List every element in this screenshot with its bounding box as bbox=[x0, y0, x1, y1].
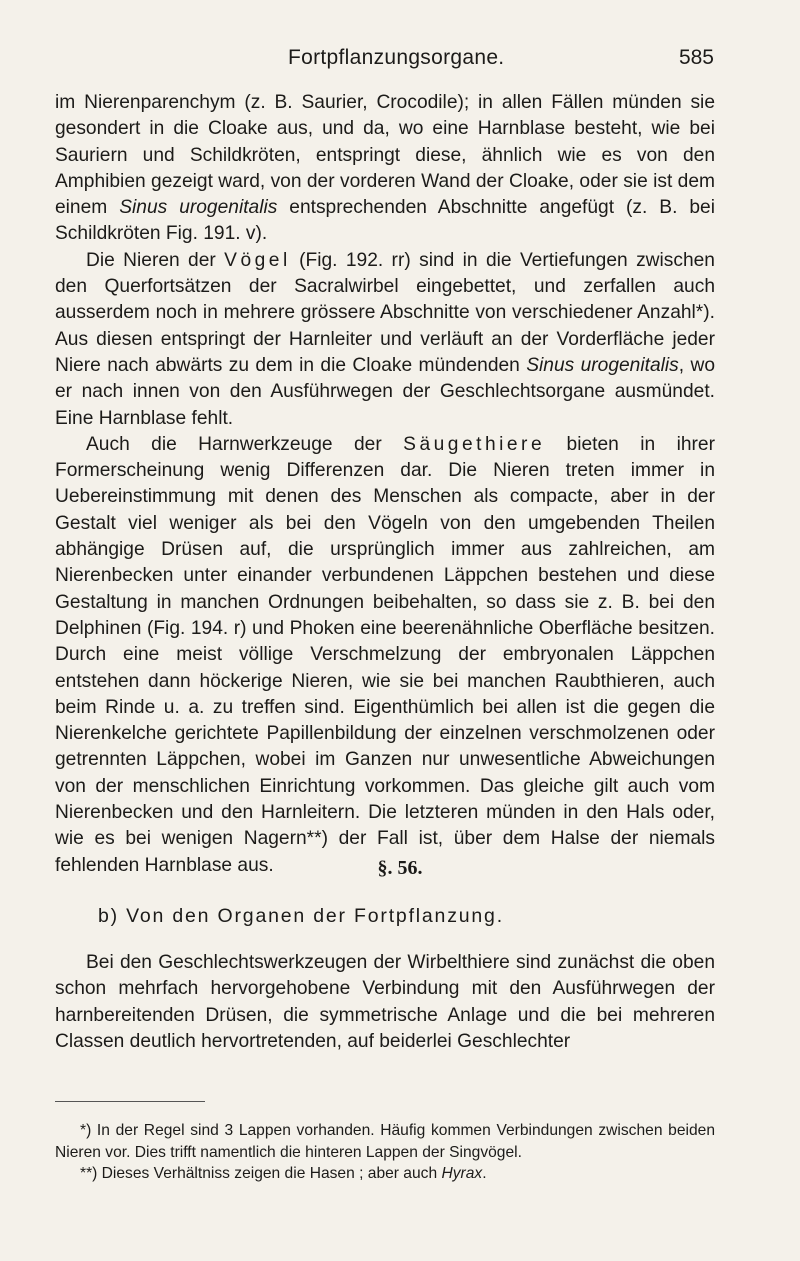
paragraph-2: Die Nieren der Vögel (Fig. 192. rr) sind in die Vertiefungen zwischen den Querfortsätzen der Sacralwirbel eingebettet, und zerfallen auch ausserdem noch in mehrere grössere Abschnitte von verschiedener Anzahl*). Aus diesen entspringt der Harnleiter und verläuft an der Vorderfläche jeder Niere nach abwärts zu dem in die Cloake mündenden Sinus urogenitalis, wo er nach innen von den Ausführwegen der Geschlechtsorgane ausmündet. Eine Harnblase fehlt. bbox=[55, 249, 715, 429]
paragraph-4: Bei den Geschlechtswerkzeugen der Wirbelthiere sind zunächst die oben schon mehrfach hervorgehobene Verbindung mit den Ausführwegen der harnbereitenden Drüsen, die symmetrische Anlage und die bei mehreren Classen deutlich hervortretenden, auf beiderlei Geschlechter bbox=[55, 952, 715, 1052]
page-number: 585 bbox=[678, 46, 714, 69]
footnote-divider bbox=[55, 1101, 205, 1102]
paragraph-1: im Nierenparenchym (z. B. Saurier, Crocodile); in allen Fällen münden sie gesondert in die Cloake aus, und da, wo eine Harnblase besteht, wie bei Sauriern und Schildkröten, entspringt diese, ähnlich wie es von den Amphibien gezeigt ward, von der vorderen Wand der Cloake, oder sie ist dem einem Sinus urogenitalis entsprechenden Abschnitte angefügt (z. B. bei Schildkröten Fig. 191. v). bbox=[55, 92, 715, 245]
term-hyrax: Hyrax bbox=[441, 1165, 483, 1182]
section-text bbox=[55, 950, 715, 1055]
term-sinus-urogenitalis: Sinus urogenitalis bbox=[526, 354, 679, 376]
paragraph-3: Auch die Harnwerkzeuge der Säugethiere bieten in ihrer Formerscheinung wenig Differenzen dar. Die Nieren treten immer in Uebereinstimmung mit denen des Menschen als compacte, aber in der Gestalt viel weniger als bei den Vögeln von den umgebenden Theilen abhängige Drüsen auf, die ursprünglich immer aus zahlreichen, am Nierenbecken unter einander verbundenen Läppchen bestehen und diese Gestaltung in manchen Ordnungen beibehalten, so dass sie z. B. bei den Delphinen (Fig. 194. r) und Phoken eine beerenähnliche Oberfläche besitzen. Durch eine meist völlige Verschmelzung der embryonalen Läppchen entstehen dann höckerige Nieren, wie sie bei manchen Raubthieren, auch beim Rinde u. a. zu treffen sind. Eigenthümlich bei allen ist die gegen die Nierenkelche gerichtete Papillenbildung der einzelnen verschmolzenen oder getrennten Läppchen, wobei im Ganzen nur unwesentliche Abweichungen von der menschlichen Einrichtung vorkommen. Das gleiche gilt auch vom Nierenbecken und den Harnleitern. Die letzteren münden in den Hals oder, wie es bei wenigen Nagern**) der Fall ist, über dem Halse der niemals fehlenden Harnblase aus. bbox=[55, 433, 715, 876]
footnote-2: **) Dieses Verhältniss zeigen die Hasen ; aber auch Hyrax. bbox=[80, 1165, 487, 1182]
running-title: Fortpflanzungsorgane. bbox=[288, 46, 505, 69]
main-text bbox=[55, 90, 715, 879]
footnote-1: *) In der Regel sind 3 Lappen vorhanden. Häufig kommen Verbindungen zwischen beiden Nieren vor. Dies trifft namentlich die hinteren Lappen der Singvögel. bbox=[55, 1122, 715, 1161]
section-number: §. 56. bbox=[377, 857, 423, 879]
footnotes bbox=[55, 1120, 715, 1185]
section-title: b) Von den Organen der Fortpflanzung. bbox=[98, 905, 504, 927]
running-head bbox=[0, 46, 800, 76]
term-voegel: Vögel bbox=[224, 249, 291, 271]
term-saeugethiere: Säugethiere bbox=[403, 433, 546, 455]
term-sinus-urogenitalis: Sinus urogenitalis bbox=[119, 197, 278, 219]
